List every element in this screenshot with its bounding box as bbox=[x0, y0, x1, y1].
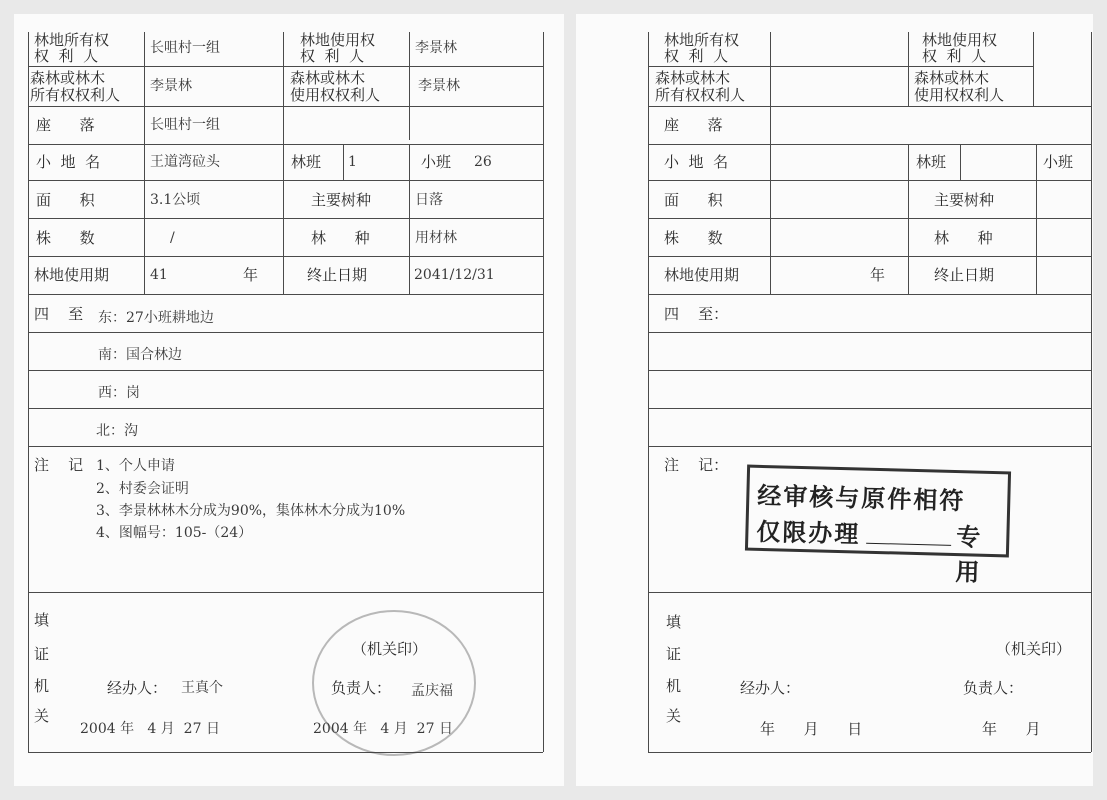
value-tree-count: / bbox=[170, 230, 175, 246]
note-item-3: 3、李景林林木分成为90%，集体林木分成为10% bbox=[96, 503, 406, 519]
value-forest-owner: 李景林 bbox=[150, 78, 192, 94]
issuer-char-3: 机 bbox=[34, 677, 50, 695]
label-location: 座 落 bbox=[36, 116, 95, 134]
value-handler: 王真个 bbox=[181, 680, 223, 696]
note-item-1: 1、个人申请 bbox=[96, 458, 175, 474]
issue-date-1: 2004 年 4 月 27 日 bbox=[80, 721, 220, 737]
r-label-forestland-owner: 林地所有权 权 利 人 bbox=[664, 31, 740, 65]
seal-placeholder: （机关印） bbox=[352, 640, 428, 658]
r-label-use-period: 林地使用期 bbox=[664, 266, 740, 284]
r-label-forest-class: 林班 bbox=[916, 153, 947, 171]
stamp-line-2: 仅限办理 bbox=[756, 516, 861, 549]
r-label-notes: 注 记： bbox=[664, 456, 729, 474]
label-handler: 经办人： bbox=[107, 679, 168, 697]
label-small-area: 小 地 名 bbox=[36, 153, 101, 171]
r-issuer-char-2: 证 bbox=[666, 645, 682, 663]
stamp-line-1: 经审核与原件相符 bbox=[756, 480, 966, 516]
label-forest-class: 林班 bbox=[291, 153, 322, 171]
r-label-location: 座 落 bbox=[664, 116, 723, 134]
boundary-north: 北：沟 bbox=[96, 423, 138, 439]
value-forestland-owner: 长咀村一组 bbox=[150, 40, 220, 56]
boundary-east: 东：27小班耕地边 bbox=[98, 310, 214, 326]
value-forest-user: 李景林 bbox=[418, 78, 460, 94]
value-forest-type: 用材林 bbox=[415, 230, 457, 246]
r-label-sub-class: 小班 bbox=[1043, 153, 1074, 171]
r-issuer-char-1: 填 bbox=[666, 613, 682, 631]
value-leader: 孟庆福 bbox=[411, 683, 453, 699]
note-item-4: 4、图幅号：105-（24） bbox=[96, 525, 253, 541]
label-tree-count: 株 数 bbox=[36, 229, 95, 247]
unit-year: 年 bbox=[243, 266, 259, 284]
value-forestland-user: 李景林 bbox=[415, 40, 457, 56]
r-label-small-area: 小 地 名 bbox=[664, 153, 729, 171]
issuer-char-2: 证 bbox=[34, 645, 50, 663]
label-forest-user: 森林或林木 使用权权利人 bbox=[290, 69, 381, 104]
right-certificate-page bbox=[576, 14, 1093, 786]
issue-date-2: 2004 年 4 月 27 日 bbox=[313, 721, 453, 737]
label-notes: 注 记 bbox=[34, 456, 84, 474]
label-forestland-user: 林地使用权 权 利 人 bbox=[300, 31, 376, 65]
label-sub-class: 小班 bbox=[421, 153, 452, 171]
r-label-area: 面 积 bbox=[664, 191, 723, 209]
label-forestland-owner: 林地所有权 权 利 人 bbox=[34, 31, 110, 65]
label-use-period: 林地使用期 bbox=[34, 266, 110, 284]
r-label-end-date: 终止日期 bbox=[934, 266, 995, 284]
issuer-char-4: 关 bbox=[34, 707, 50, 725]
boundary-south: 南：国合林边 bbox=[98, 347, 182, 363]
label-forest-owner: 森林或林木 所有权权利人 bbox=[30, 69, 121, 104]
r-label-forest-type: 林 种 bbox=[934, 229, 993, 247]
value-sub-class: 26 bbox=[474, 154, 492, 170]
label-main-species: 主要树种 bbox=[311, 191, 372, 209]
r-label-main-species: 主要树种 bbox=[934, 191, 995, 209]
r-issuer-char-4: 关 bbox=[666, 707, 682, 725]
stamp-line-2-suffix: 专用 bbox=[955, 522, 983, 587]
label-area: 面 积 bbox=[36, 191, 95, 209]
value-forest-class: 1 bbox=[348, 154, 357, 170]
value-main-species: 日落 bbox=[415, 192, 443, 208]
r-seal-placeholder: （机关印） bbox=[996, 640, 1072, 658]
r-date-2: 年 月 bbox=[982, 720, 1041, 738]
label-boundaries: 四 至 bbox=[34, 305, 84, 323]
label-leader: 负责人： bbox=[331, 679, 392, 697]
stamp-blank-line bbox=[866, 543, 951, 546]
r-issuer-char-3: 机 bbox=[666, 677, 682, 695]
r-label-leader: 负责人： bbox=[963, 679, 1024, 697]
label-end-date: 终止日期 bbox=[307, 266, 368, 284]
value-use-period: 41 bbox=[150, 267, 168, 283]
r-label-forestland-user: 林地使用权 权 利 人 bbox=[922, 31, 998, 65]
value-location: 长咀村一组 bbox=[150, 117, 220, 133]
r-date-1: 年 月 日 bbox=[760, 720, 863, 738]
left-certificate-page bbox=[14, 14, 564, 786]
issuer-char-1: 填 bbox=[34, 611, 50, 629]
r-unit-year: 年 bbox=[870, 266, 886, 284]
verification-stamp bbox=[745, 465, 1011, 587]
r-label-boundaries: 四 至： bbox=[664, 305, 729, 323]
value-area: 3.1公顷 bbox=[150, 192, 201, 208]
value-small-area: 王道湾砬头 bbox=[150, 154, 220, 170]
r-label-forest-owner: 森林或林木 所有权权利人 bbox=[655, 69, 746, 104]
label-forest-type: 林 种 bbox=[311, 229, 370, 247]
r-label-handler: 经办人： bbox=[740, 679, 801, 697]
value-end-date: 2041/12/31 bbox=[414, 267, 495, 283]
r-label-forest-user: 森林或林木 使用权权利人 bbox=[914, 69, 1005, 104]
r-label-tree-count: 株 数 bbox=[664, 229, 723, 247]
boundary-west: 西：岗 bbox=[98, 385, 140, 401]
note-item-2: 2、村委会证明 bbox=[96, 481, 189, 497]
